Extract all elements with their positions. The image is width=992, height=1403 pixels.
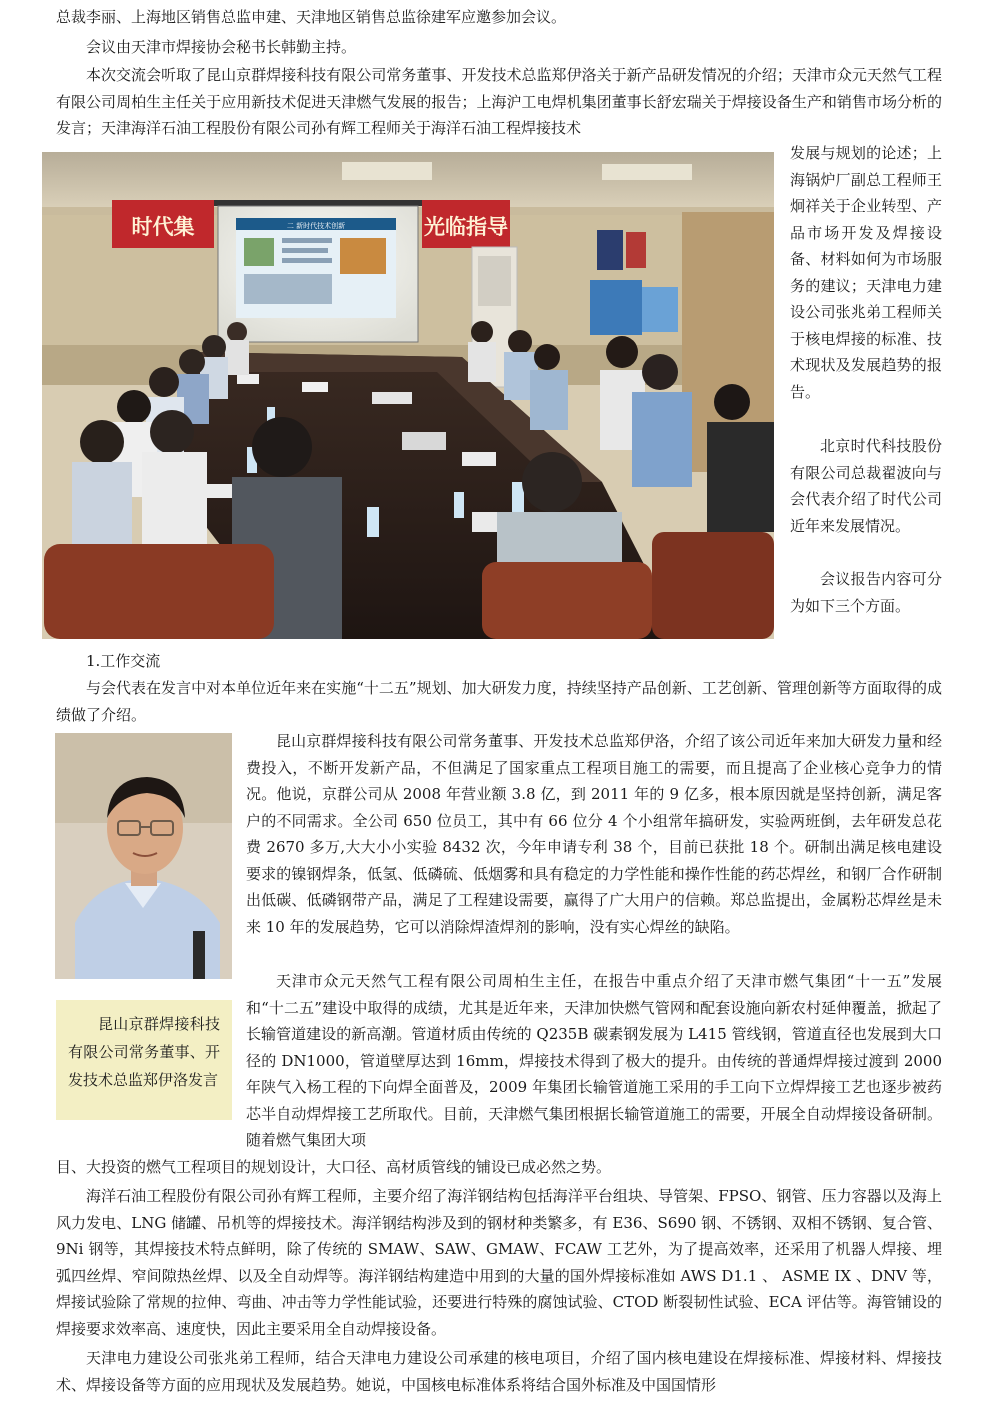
paragraph-summary: 会议报告内容可分为如下三个方面。 <box>790 570 942 615</box>
meeting-photo <box>42 152 774 639</box>
paragraph-tianjin-gas: 天津市众元天然气工程有限公司周柏生主任，在报告中重点介绍了天津市燃气集团“十一五”发展和“十二五”建设中取得的成绩，尤其是近年来，天津加快燃气管网和配套设施向新农村延伸覆盖，掀起了长输管道建设的新高潮。管道材质由传统的 Q235B 碳素钢发展为 L415 管线钢，管道直径也发展到大口径的 DN1000，管道壁厚达到 16mm，焊接技术得到了极大的提升。由传统的普通焊焊接过渡到 2000 年陕气入杨工程的下向焊全面普及，2009 年集团长输管道施工采用的手工向下立焊焊接工艺也逐步被药芯半自动焊焊接工艺所取代。目前，天津燃气集团根据长输管道施工的需要，开展全自动焊接设备研制。随着燃气集团大项 <box>246 972 942 1149</box>
section-heading-work-exchange: 1.工作交流 <box>86 652 161 670</box>
paragraph-reports-intro: 本次交流会听取了昆山京群焊接科技有限公司常务董事、开发技术总监郑伊洛关于新产品研发情况的介绍；天津市众元天然气工程有限公司周柏生主任关于应用新技术促进天津燃气发展的报告；上海沪工电焊机集团董事长舒宏瑞关于焊接设备生产和销售市场分析的发言；天津海洋石油工程股份有限公司孙有辉工程师关于海洋石油工程焊接技术 <box>56 66 942 137</box>
paragraph-exchange-intro: 与会代表在发言中对本单位近年来在实施“十二五”规划、加大研发力度，持续坚持产品创新、工艺创新、管理创新等方面取得的成绩做了介绍。 <box>56 679 942 724</box>
banner-left-text: 时代集 <box>131 215 195 239</box>
paragraph-tianjin-gas-continued: 目、大投资的燃气工程项目的规划设计，大口径、高材质管线的铺设已成必然之势。 <box>56 1158 612 1176</box>
paragraph-ceo-intro: 北京时代科技股份有限公司总裁翟波向与会代表介绍了时代公司近年来发展情况。 <box>790 437 942 535</box>
speaker-photo <box>55 733 232 979</box>
paragraph-kunshan-jingqun: 昆山京群焊接科技有限公司常务董事、开发技术总监郑伊洛，介绍了该公司近年来加大研发力量和经费投入，不断开发新产品，不但满足了国家重点工程项目施工的需要，而且提高了企业核心竞争力的情况。他说，京群公司从 2008 年营业额 3.8 亿，到 2011 年的 9 亿多，根本原因就是坚持创新，满足客户的不同需求。全公司 650 位员工，其中有 66 位分 4 个小组常年搞研发，实验两班倒，去年研发总花费 2670 多万,大大小小实验 8432 次，今年申请专利 38 个，目前已获批 18 个。研制出满足核电建设要求的镍钢焊条，低氢、低磷硫、低烟雾和具有稳定的力学性能和操作性能的药芯焊丝，和钢厂合作研制出低碳、低磷钢带产品，满足了工程建设需要，赢得了广大用户的信赖。郑总监提出，金属粉芯焊丝是未来 10 年的发展趋势，它可以消除焊渣焊剂的影响，没有实心焊丝的缺陷。 <box>246 732 942 936</box>
speaker-photo-caption: 昆山京群焊接科技有限公司常务董事、开发技术总监郑伊洛发言 <box>56 1000 232 1120</box>
paragraph-attendees: 总裁李丽、上海地区销售总监申建、天津地区销售总监徐建军应邀参加会议。 <box>56 8 567 26</box>
banner-right-text: 光临指导 <box>424 215 508 239</box>
paragraph-offshore-oil: 海洋石油工程股份有限公司孙有辉工程师，主要介绍了海洋钢结构包括海洋平台组块、导管架、FPSO、钢管、压力容器以及海上风力发电、LNG 储罐、吊机等的焊接技术。海洋钢结构涉及到的钢材种类繁多，有 E36、S690 钢、不锈钢、双相不锈钢、复合管、9Ni 钢等，其焊接技术特点鲜明，除了传统的 SMAW、SAW、GMAW、FCAW 工艺外，为了提高效率，还采用了机器人焊接、埋弧四丝焊、窄间隙热丝焊、以及全自动焊等。海洋钢结构建造中用到的大量的国外焊接标准如 AWS D1.1 、 ASME IX 、DNV 等，焊接试验除了常规的拉伸、弯曲、冲击等力学性能试验，还要进行特殊的腐蚀试验、CTOD 断裂韧性试验、ECA 评估等。海管铺设的焊接要求效率高、速度快，因此主要采用全自动焊接设备。 <box>56 1187 942 1338</box>
paragraph-host: 会议由天津市焊接协会秘书长韩勤主持。 <box>86 38 357 56</box>
paragraph-reports-continued: 发展与规划的论述；上海锅炉厂副总工程师王炯祥关于企业转型、产品市场开发及焊接设备、材料如何为市场服务的建议；天津电力建设公司张兆弟工程师关于核电焊接的标准、技术现状及发展趋势的报告。 <box>790 144 942 401</box>
slide-title: 二 新时代技术创新 <box>286 222 346 230</box>
paragraph-tianjin-power: 天津电力建设公司张兆弟工程师，结合天津电力建设公司承建的核电项目，介绍了国内核电建设在焊接标准、焊接材料、焊接技术、焊接设备等方面的应用现状及发展趋势。她说，中国核电标准体系将结合国外标准及中国国情形 <box>56 1349 942 1394</box>
